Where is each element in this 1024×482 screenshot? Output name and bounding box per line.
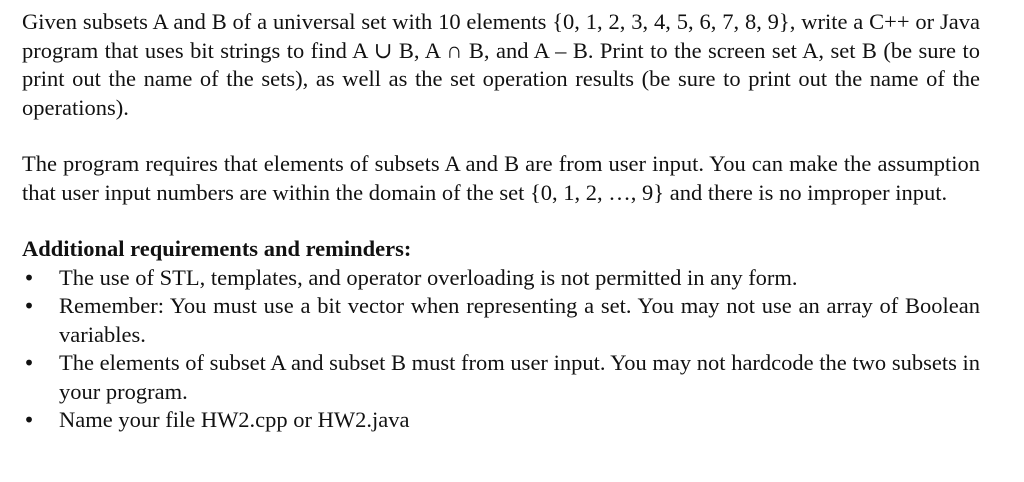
list-item-text: The elements of subset A and subset B must from user input. You may not hardcode the two subsets in your program.: [59, 350, 980, 404]
list-item: [22, 264, 980, 293]
list-item-text: Remember: You must use a bit vector when representing a set. You may not use an array of Boolean variables.: [59, 293, 980, 347]
list-item-text: The use of STL, templates, and operator overloading is not permitted in any form.: [59, 264, 798, 290]
input-paragraph: The program requires that elements of subsets A and B are from user input. You can make the assumption that user input numbers are within the domain of the set {0, 1, 2, …, 9} and there is no improper input.: [22, 151, 980, 205]
list-item: [22, 349, 980, 406]
bullet-icon: •: [23, 294, 35, 318]
list-item: [22, 292, 980, 349]
list-item-text: Name your file HW2.cpp or HW2.java: [59, 407, 410, 432]
requirements-heading: Additional requirements and reminders:: [22, 236, 412, 261]
requirements-list: [22, 264, 980, 435]
bullet-icon: •: [23, 408, 35, 432]
bullet-icon: •: [23, 265, 35, 290]
list-item: [22, 406, 980, 435]
intro-paragraph: Given subsets A and B of a universal set with 10 elements {0, 1, 2, 3, 4, 5, 6, 7, 8, 9}, write a C++ or Java program that uses bit strings to find A ∪ B, A ∩ B, and A – B. Print to the screen set A, set B (be sure to print out the name of the sets), as well as the set operation results (be sure to print out the name of the operations).: [22, 9, 980, 120]
bullet-icon: •: [23, 351, 35, 375]
document-body: [22, 8, 980, 435]
